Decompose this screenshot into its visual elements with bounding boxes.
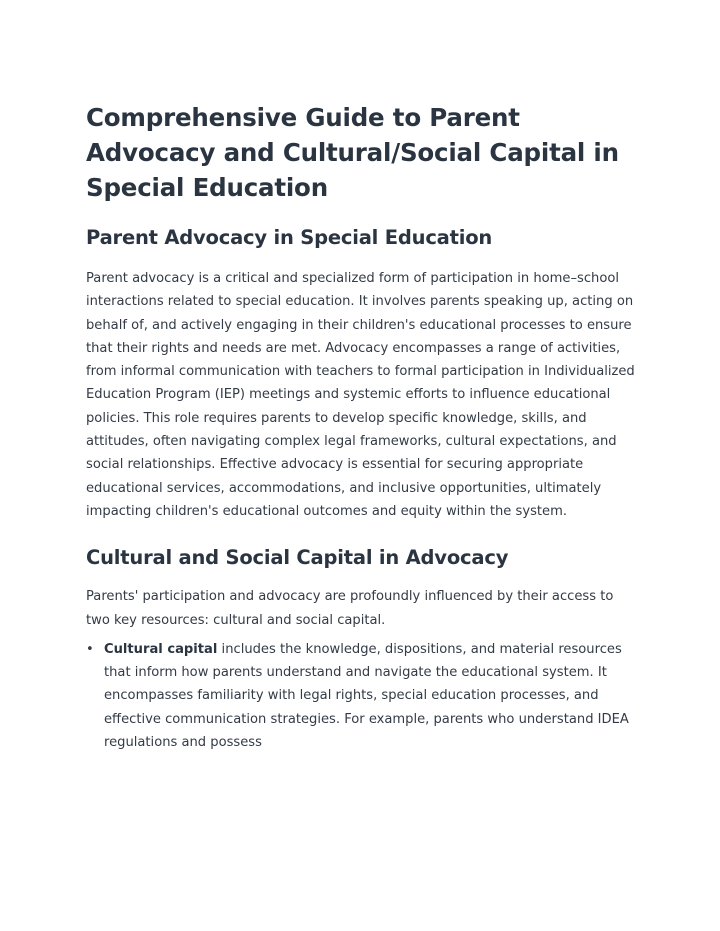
list-item [86, 638, 634, 754]
bullet-term: Cultural capital [104, 641, 218, 657]
bullet-text: includes the knowledge, dispositions, and material resources that inform how parents understand and navigate the educational system. It encompasses familiarity with legal rights, special education processes, and effective communication strategies. For example, parents who understand IDEA regulations and possess [104, 641, 629, 751]
section-heading-parent-advocacy: Parent Advocacy in Special Education [86, 226, 493, 249]
section-paragraph-parent-advocacy: Parent advocacy is a critical and specialized form of participation in home–school interactions related to special education. It involves parents speaking up, acting on behalf of, and actively engaging in their children's educational processes to ensure that their rights and needs are met. Advocacy encompasses a range of activities, from informal communication with teachers to formal participation in Individualized Education Program (IEP) meetings and systemic efforts to influence educational policies. This role requires parents to develop specific knowledge, skills, and attitudes, often navigating complex legal frameworks, cultural expectations, and social relationships. Effective advocacy is essential for securing appropriate educational services, accommodations, and inclusive opportunities, ultimately impacting children's educational outcomes and equity within the system. [86, 271, 635, 519]
section-paragraph-cultural-social-capital: Parents' participation and advocacy are profoundly influenced by their access to two key resources: cultural and social capital. [86, 589, 614, 628]
document-title: Comprehensive Guide to Parent Advocacy and Cultural/Social Capital in Special Education [86, 103, 619, 202]
section-heading-cultural-social-capital: Cultural and Social Capital in Advocacy [86, 546, 509, 570]
bullet-marker: • [86, 641, 94, 657]
document-page [86, 100, 646, 754]
capital-bullet-list [86, 638, 646, 754]
